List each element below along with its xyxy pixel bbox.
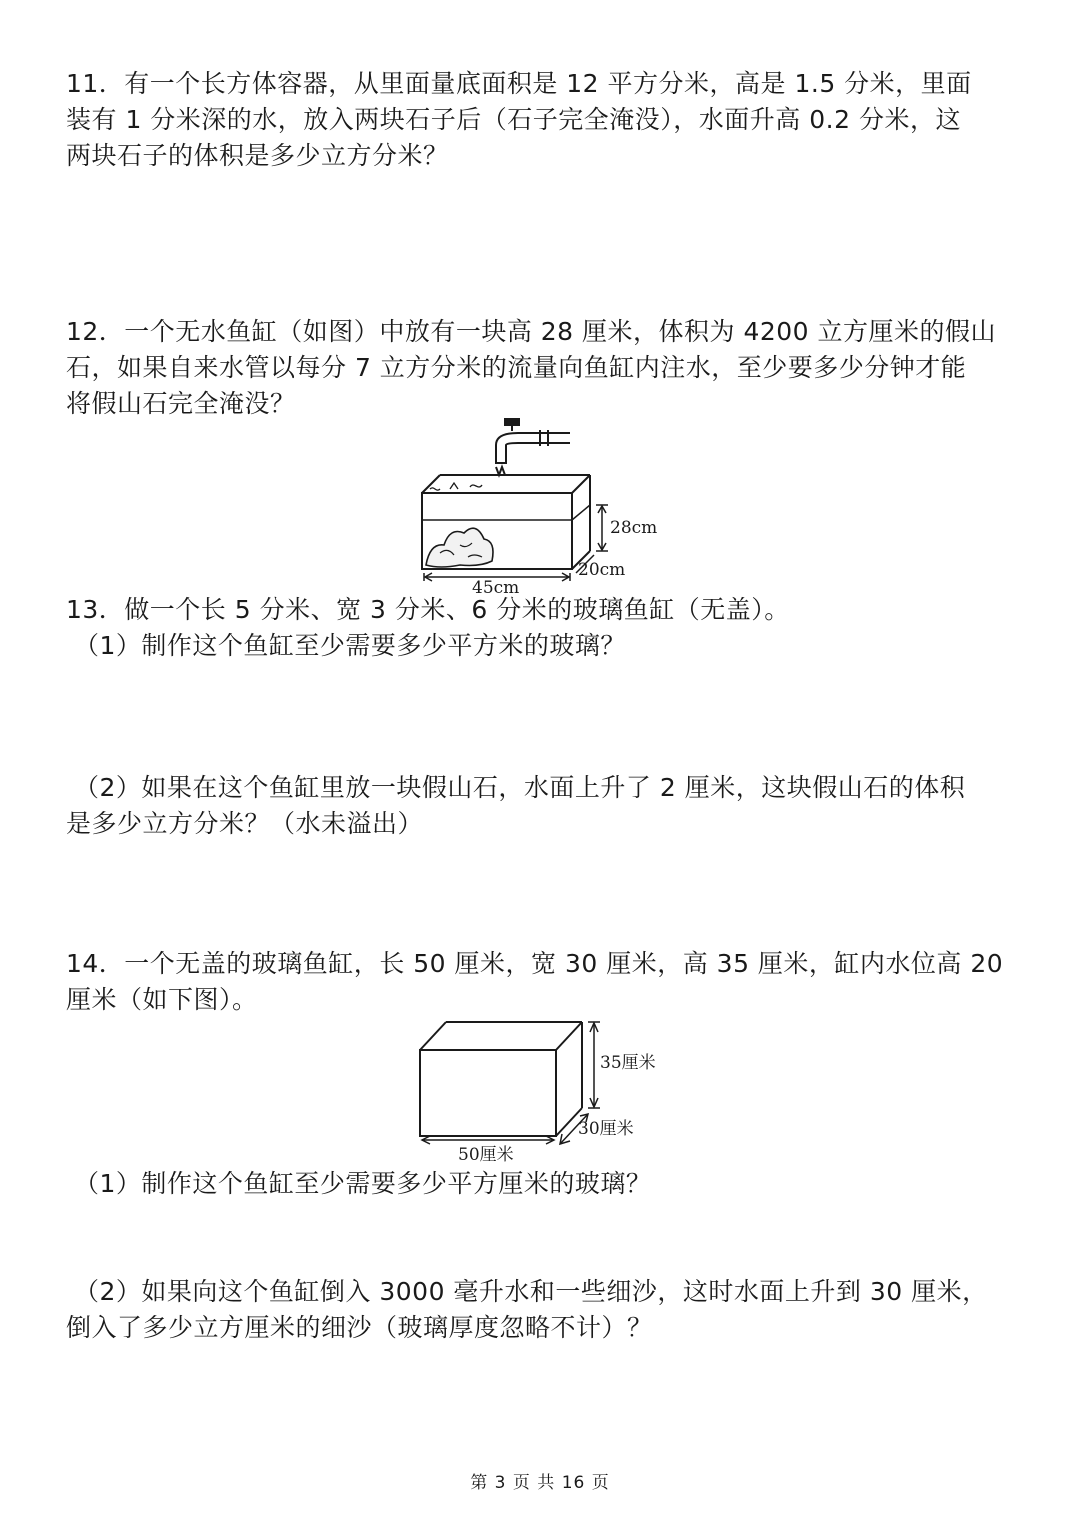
- width-label: 30厘米: [578, 1119, 634, 1139]
- question-14-part-1: [66, 1166, 1026, 1202]
- question-14-part-2-line-2: 倒入了多少立方厘米的细沙（玻璃厚度忽略不计）？: [66, 1313, 653, 1342]
- glass-tank-box: [420, 1022, 582, 1136]
- question-13: [66, 592, 1026, 664]
- height-dimension: [596, 505, 608, 551]
- height-dimension: [588, 1022, 600, 1108]
- question-13-part-2-line-2: 是多少立方分米？（水未溢出）: [66, 809, 424, 838]
- question-13-part-2-line-1: （2）如果在这个鱼缸里放一块假山石，水面上升了 2 厘米，这块假山石的体积: [74, 773, 966, 802]
- question-13-part-1: （1）制作这个鱼缸至少需要多少平方米的玻璃？: [74, 631, 626, 660]
- question-14-part-2-line-1: （2）如果向这个鱼缸倒入 3000 毫升水和一些细沙，这时水面上升到 30 厘米，: [74, 1277, 988, 1306]
- question-14-line-1: 14．一个无盖的玻璃鱼缸，长 50 厘米，宽 30 厘米，高 35 厘米，缸内水位高 20: [66, 949, 1004, 978]
- fish-tank-with-faucet-figure: [410, 415, 670, 595]
- question-11-line-2: 装有 1 分米深的水，放入两块石子后（石子完全淹没），水面升高 0.2 分米，这: [66, 105, 961, 134]
- question-14-part-2: [66, 1274, 1026, 1346]
- question-14: [66, 946, 1026, 1018]
- height-label: 28cm: [610, 518, 658, 538]
- faucet-icon: [496, 419, 570, 475]
- question-12-line-2: 石，如果自来水管以每分 7 立方分米的流量向鱼缸内注水，至少要多少分钟才能: [66, 353, 967, 382]
- width-label: 20cm: [578, 560, 626, 580]
- length-dimension: [422, 1136, 554, 1144]
- question-13-part-2: [66, 770, 1026, 842]
- rock-icon: [426, 528, 493, 567]
- question-12-line-1: 12．一个无水鱼缸（如图）中放有一块高 28 厘米，体积为 4200 立方厘米的假山: [66, 317, 997, 346]
- question-14-line-2: 厘米（如下图）。: [66, 985, 258, 1014]
- question-14-part-1-text: （1）制作这个鱼缸至少需要多少平方厘米的玻璃？: [74, 1169, 652, 1198]
- question-12: [66, 314, 1026, 422]
- glass-tank-figure: [408, 1010, 688, 1170]
- question-11-line-3: 两块石子的体积是多少立方分米？: [66, 141, 449, 170]
- page-number: 第 3 页 共 16 页: [470, 1473, 610, 1493]
- length-label: 50厘米: [458, 1145, 514, 1165]
- question-11: [66, 66, 1026, 174]
- question-12-line-3: 将假山石完全淹没？: [66, 389, 296, 418]
- length-label: 45cm: [472, 578, 520, 595]
- question-11-line-1: 11．有一个长方体容器，从里面量底面积是 12 平方分米，高是 1.5 分米，里面: [66, 69, 972, 98]
- question-13-title: 13．做一个长 5 分米、宽 3 分米、6 分米的玻璃鱼缸（无盖）。: [66, 595, 790, 624]
- height-label: 35厘米: [600, 1053, 656, 1073]
